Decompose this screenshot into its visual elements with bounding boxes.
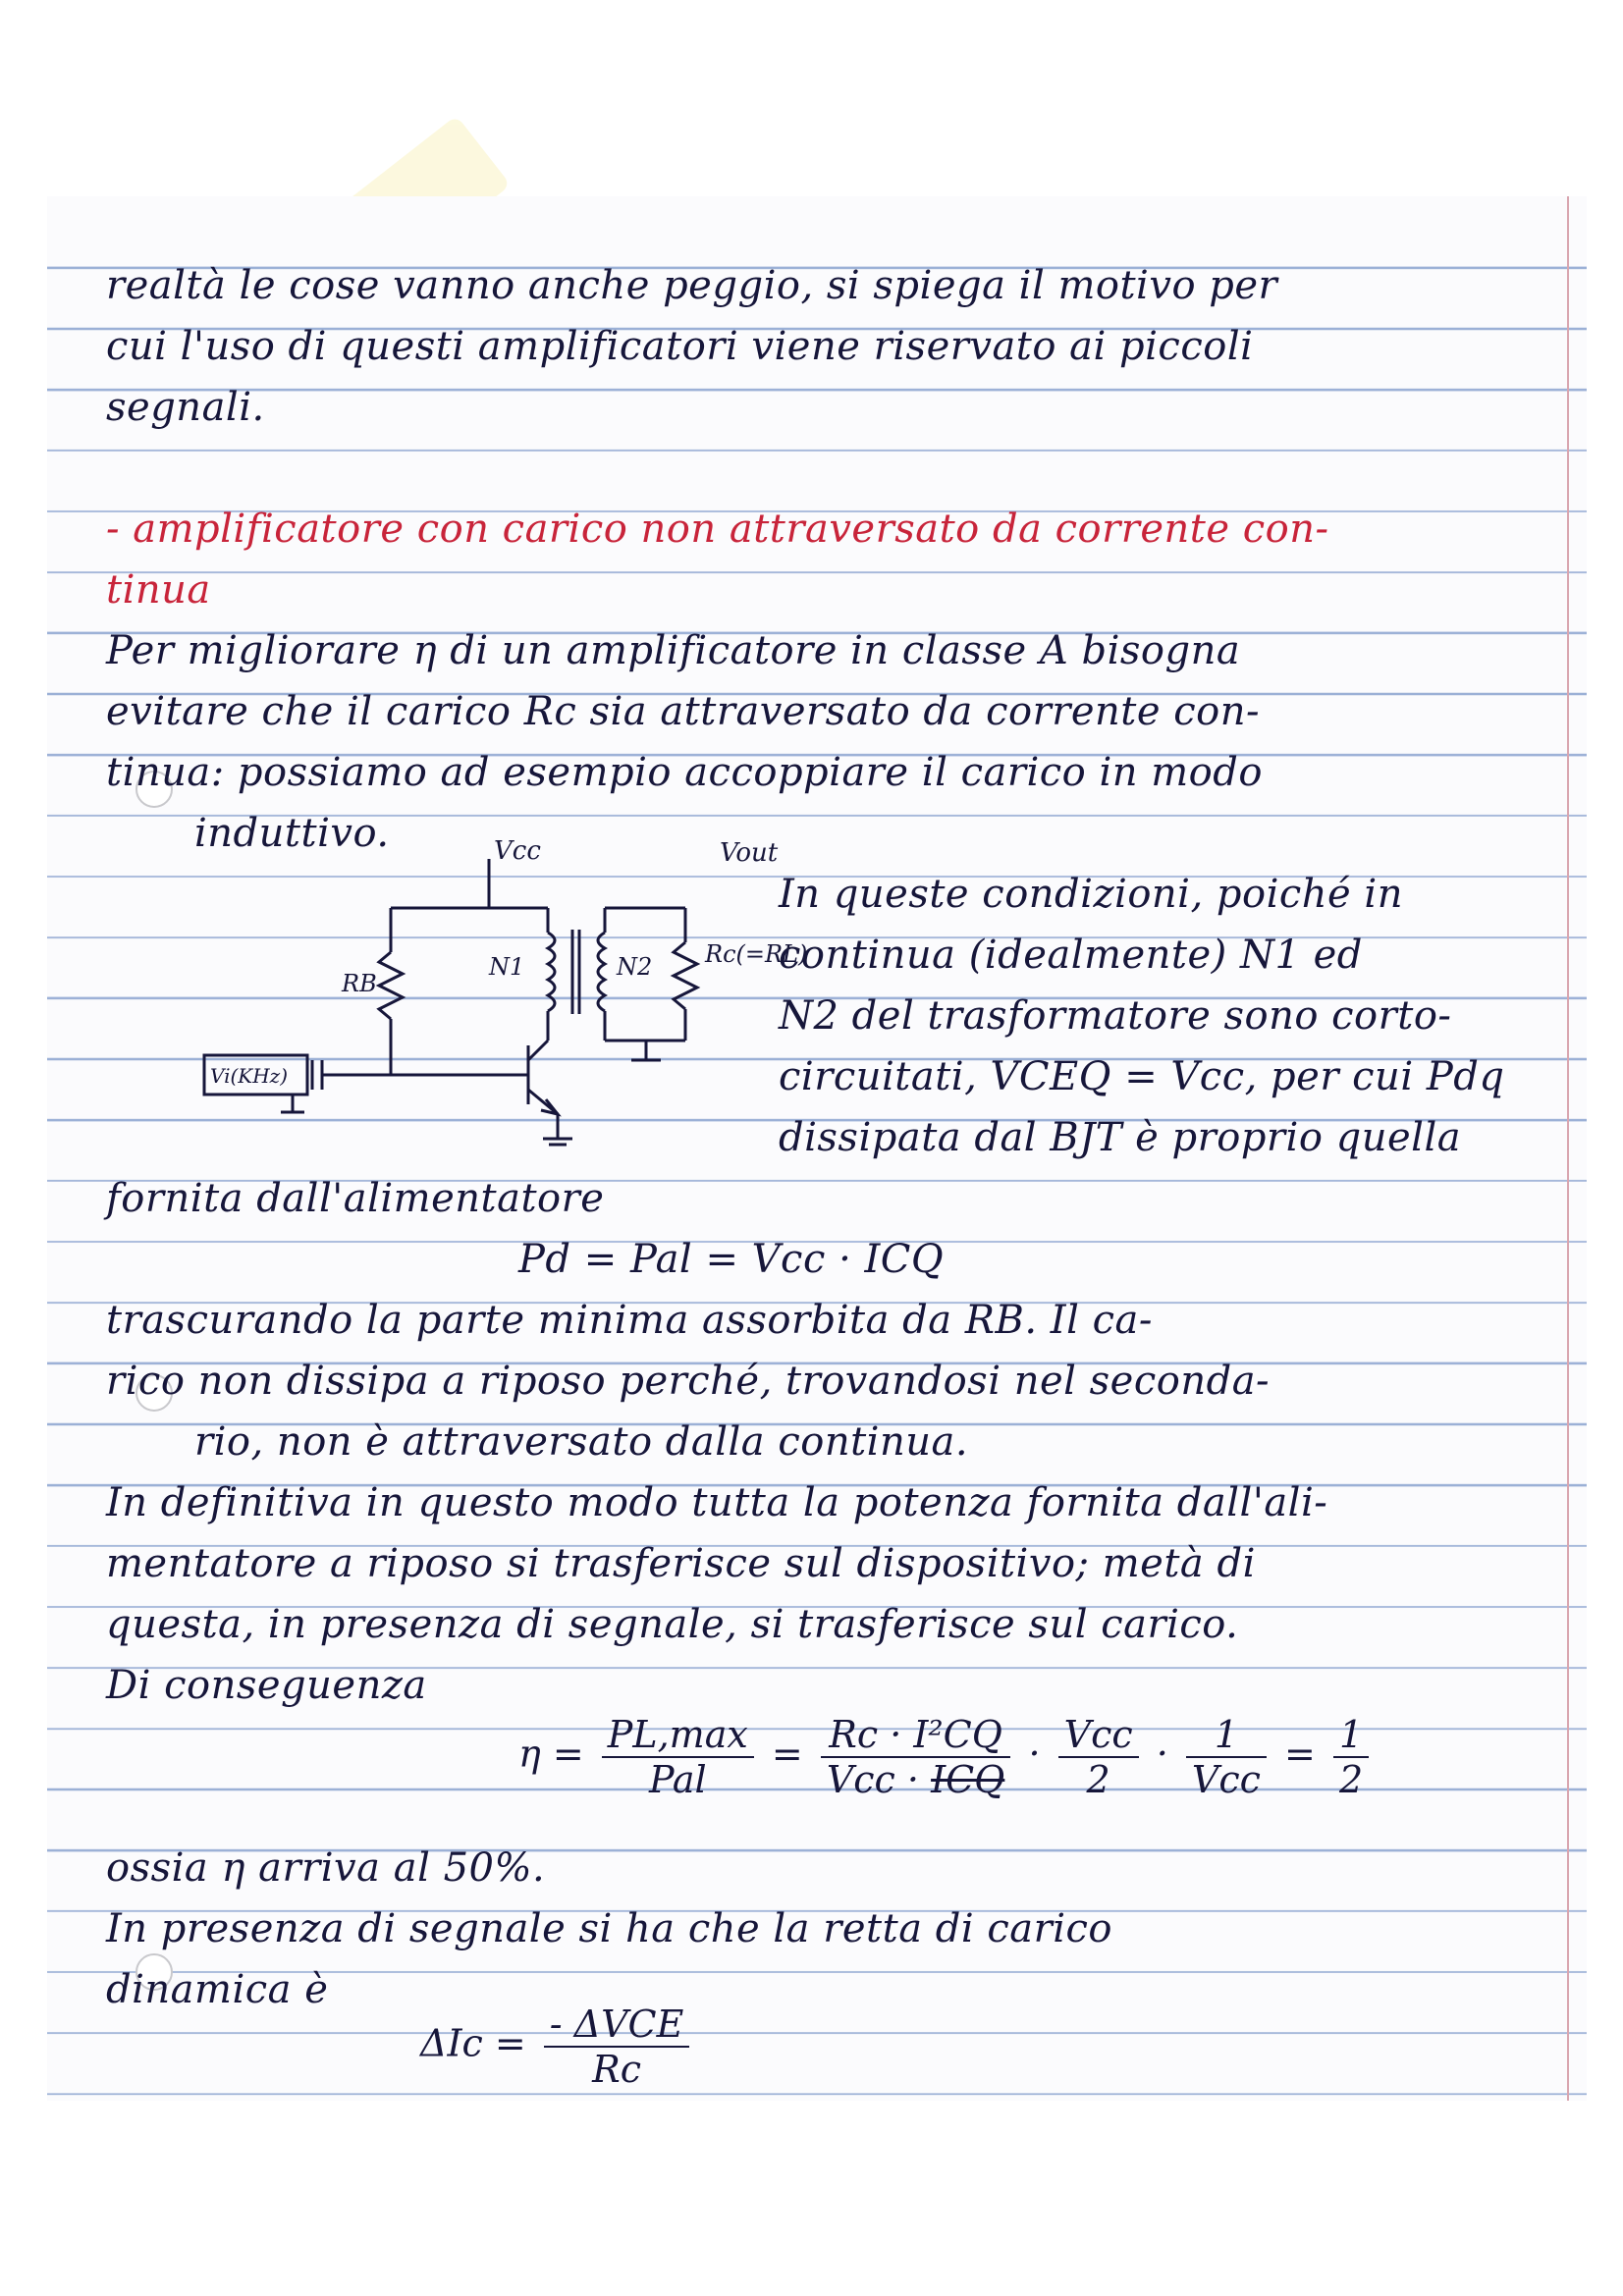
n2-label: N2 xyxy=(617,953,653,981)
text-line: N2 del trasformatore sono corto- xyxy=(779,993,1452,1039)
vout-label: Vout xyxy=(720,839,779,868)
load-label: Rc(=RL) xyxy=(705,940,808,968)
eq-num: PL,max xyxy=(602,1713,754,1758)
text-line: induttivo. xyxy=(194,811,390,856)
eq-fraction xyxy=(1058,1713,1139,1801)
eq-sign: = xyxy=(771,1732,803,1776)
text-line: Per migliorare η di un amplificatore in classe A bisogna xyxy=(106,628,1241,673)
eq-fraction xyxy=(544,2002,690,2091)
text-line: rico non dissipa a riposo perché, trovandosi nel seconda- xyxy=(106,1359,1271,1404)
source-label: Vi(KHz) xyxy=(210,1064,289,1088)
n1-label: N1 xyxy=(489,953,525,981)
rb-resistor xyxy=(379,952,403,1019)
eq-num: 1 xyxy=(1186,1713,1267,1758)
section-heading: - amplificatore con carico non attraversato da corrente con- xyxy=(106,507,1329,552)
eq-dot: · xyxy=(1028,1732,1041,1776)
load-line-equation xyxy=(420,2002,695,2091)
section-heading-cont: tinua xyxy=(106,567,211,613)
text-line: In definitiva in questo modo tutta la potenza fornita dall'ali- xyxy=(106,1480,1328,1525)
text-line: tinua: possiamo ad esempio accoppiare il carico in modo xyxy=(106,750,1263,795)
text-line: Di conseguenza xyxy=(106,1663,427,1708)
efficiency-equation xyxy=(518,1713,1375,1801)
eq-dot: · xyxy=(1156,1732,1168,1776)
n2-coil xyxy=(598,933,605,1011)
text-line: segnali. xyxy=(106,385,265,430)
transformer-coupled-amplifier-circuit xyxy=(194,839,823,1163)
eq-fraction xyxy=(1333,1713,1369,1801)
eq-num: 1 xyxy=(1333,1713,1369,1758)
text-line: continua (idealmente) N1 ed xyxy=(779,933,1363,978)
eq-den xyxy=(821,1758,1011,1801)
text-line: fornita dall'alimentatore xyxy=(106,1176,605,1221)
eq-den: Rc xyxy=(592,2048,642,2091)
eq-fraction xyxy=(602,1713,754,1801)
text-line: ossia η arriva al 50%. xyxy=(106,1845,546,1891)
eq-den: Pal xyxy=(648,1758,707,1801)
notebook-sheet xyxy=(47,196,1587,2101)
text-line: evitare che il carico Rc sia attraversato da corrente con- xyxy=(106,689,1260,734)
rb-label: RB xyxy=(342,970,377,997)
eq-fraction xyxy=(821,1713,1011,1801)
eq-fraction xyxy=(1186,1713,1267,1801)
text-line: circuitati, VCEQ = Vcc, per cui Pdq xyxy=(779,1054,1505,1099)
eq-den-part: Vcc · xyxy=(826,1758,919,1801)
vcc-label: Vcc xyxy=(494,839,541,866)
bjt-collector xyxy=(528,1041,548,1060)
eq-den: 2 xyxy=(1338,1758,1364,1801)
text-line: mentatore a riposo si trasferisce sul dispositivo; metà di xyxy=(106,1541,1256,1586)
text-line: In presenza di segnale si ha che la retta di carico xyxy=(106,1906,1113,1951)
eq-lhs: η = xyxy=(518,1732,584,1776)
text-line: questa, in presenza di segnale, si trasferisce sul carico. xyxy=(106,1602,1239,1647)
text-line: realtà le cose vanno anche peggio, si spiega il motivo per xyxy=(106,263,1278,308)
text-line: dinamica è xyxy=(106,1967,329,2012)
eq-den: Vcc xyxy=(1191,1758,1261,1801)
eq-den: 2 xyxy=(1086,1758,1110,1801)
text-line: rio, non è attraversato dalla continua. xyxy=(194,1419,969,1465)
n1-coil xyxy=(548,933,555,1011)
eq-den-cancelled: ICQ xyxy=(931,1758,1005,1801)
eq-num: Rc · I²CQ xyxy=(821,1713,1011,1758)
load-resistor xyxy=(674,942,697,1009)
eq-num: Vcc xyxy=(1058,1713,1139,1758)
margin-line xyxy=(1567,196,1569,2101)
text-line: In queste condizioni, poiché in xyxy=(779,872,1403,917)
eq-lhs: ΔIc = xyxy=(420,2021,526,2065)
eq-sign: = xyxy=(1284,1732,1316,1776)
text-line: cui l'uso di questi amplificatori viene riservato ai piccoli xyxy=(106,324,1254,369)
power-equation: Pd = Pal = Vcc · ICQ xyxy=(518,1237,945,1282)
eq-num: - ΔVCE xyxy=(544,2002,690,2048)
text-line: trascurando la parte minima assorbita da RB. Il ca- xyxy=(106,1298,1153,1343)
text-line: dissipata dal BJT è proprio quella xyxy=(779,1115,1462,1160)
